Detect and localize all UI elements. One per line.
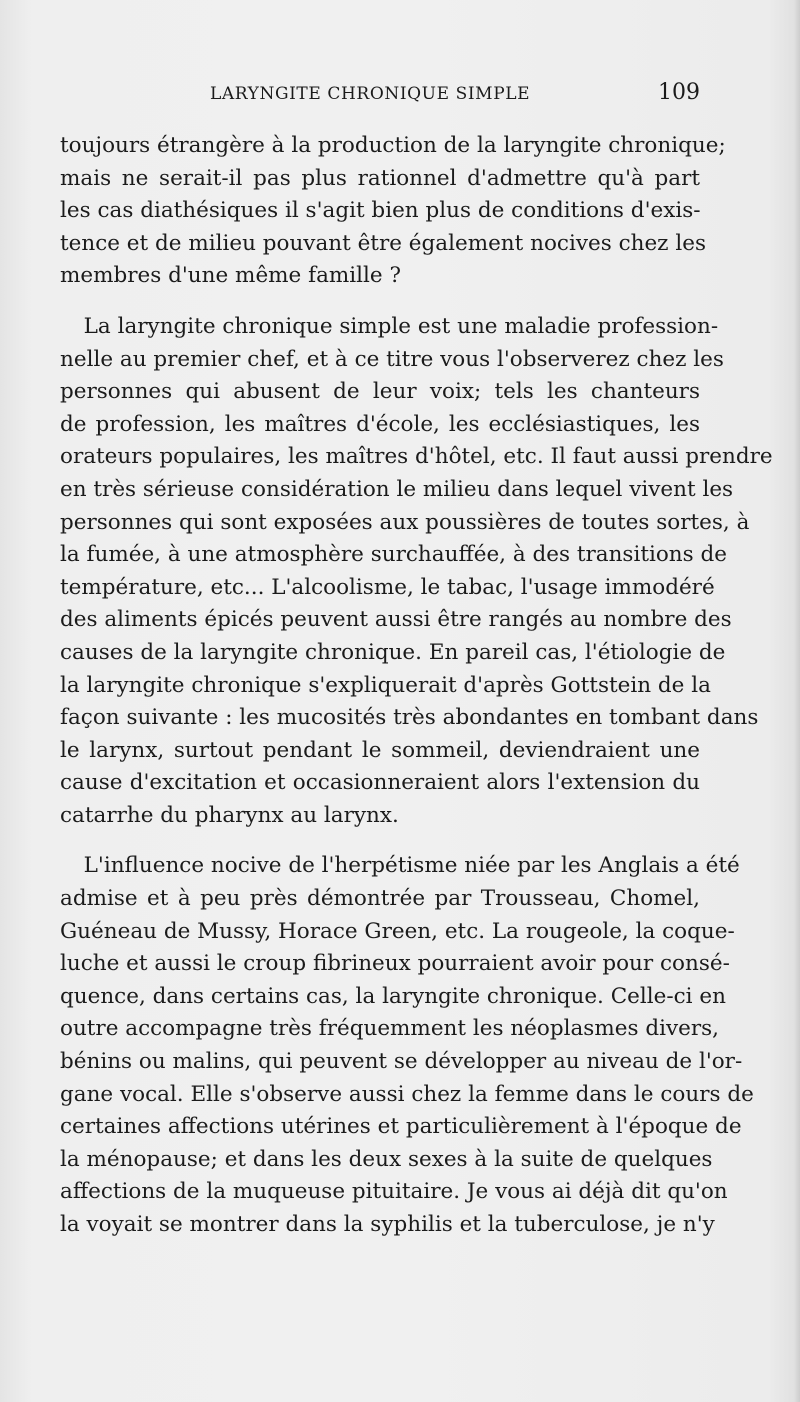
text-line: le larynx, surtout pendant le sommeil, deviendraient une — [60, 737, 700, 763]
text-line: tence et de milieu pouvant être également nocives chez les — [60, 230, 706, 256]
text-line: Guéneau de Mussy, Horace Green, etc. La rougeole, la coque- — [60, 918, 735, 944]
text-line: cause d'excitation et occasionneraient alors l'extension du — [60, 770, 700, 796]
text-line: admise et à peu près démontrée par Trousseau, Chomel, — [60, 886, 700, 912]
page-edge-shadow — [794, 0, 800, 1402]
text-line: outre accompagne très fréquemment les néoplasmes divers, — [60, 1016, 719, 1042]
text-line: nelle au premier chef, et à ce titre vous l'observerez chez les — [60, 346, 724, 372]
body-text — [60, 130, 773, 1242]
paragraph — [60, 850, 754, 1241]
text-line: bénins ou malins, qui peuvent se développer au niveau de l'or- — [60, 1049, 743, 1075]
text-line: la ménopause; et dans les deux sexes à la suite de quelques — [60, 1146, 713, 1172]
text-line: personnes qui abusent de leur voix; tels les chanteurs — [60, 379, 700, 405]
paragraph — [60, 130, 726, 293]
page-number: 109 — [658, 80, 700, 105]
text-line: gane vocal. Elle s'observe aussi chez la femme dans le cours de — [60, 1081, 754, 1107]
text-line: toujours étrangère à la production de la laryngite chronique; — [60, 133, 726, 158]
text-line: membres d'une même famille ? — [60, 263, 401, 289]
text-line: L'influence nocive de l'herpétisme niée par les Anglais a été — [83, 853, 740, 879]
text-line: la fumée, à une atmosphère surchauffée, à des transitions de — [60, 542, 727, 568]
running-title: LARYNGITE CHRONIQUE SIMPLE — [210, 84, 531, 104]
text-line: personnes qui sont exposées aux poussières de toutes sortes, à — [60, 509, 750, 535]
text-line: température, etc... L'alcoolisme, le tabac, l'usage immodéré — [60, 574, 715, 600]
text-line: certaines affections utérines et particulièrement à l'époque de — [60, 1114, 742, 1140]
text-line: catarrhe du pharynx au larynx. — [60, 802, 399, 828]
text-line: affections de la muqueuse pituitaire. Je vous ai déjà dit qu'on — [60, 1179, 728, 1205]
text-line: en très sérieuse considération le milieu dans lequel vivent les — [60, 476, 734, 502]
text-line: causes de la laryngite chronique. En pareil cas, l'étiologie de — [60, 639, 726, 665]
text-line: orateurs populaires, les maîtres d'hôtel, etc. Il faut aussi prendre — [60, 444, 773, 470]
running-header — [60, 80, 700, 110]
text-line: quence, dans certains cas, la laryngite chronique. Celle-ci en — [60, 983, 726, 1009]
text-line: la laryngite chronique s'expliquerait d'après Gottstein de la — [60, 672, 711, 698]
text-line: façon suivante : les mucosités très abondantes en tombant dans — [60, 705, 759, 731]
text-line: La laryngite chronique simple est une maladie profession- — [83, 313, 719, 339]
text-line: mais ne serait-il pas plus rationnel d'admettre qu'à part — [60, 165, 700, 191]
text-line: de profession, les maîtres d'école, les ecclésiastiques, les — [60, 411, 700, 437]
text-line: les cas diathésiques il s'agit bien plus de conditions d'exis- — [60, 198, 701, 224]
text-line: la voyait se montrer dans la syphilis et la tuberculose, je n'y — [60, 1212, 715, 1237]
paragraph — [60, 311, 773, 833]
text-line: luche et aussi le croup fibrineux pourraient avoir pour consé- — [60, 951, 730, 977]
text-line: des aliments épicés peuvent aussi être rangés au nombre des — [60, 607, 732, 633]
